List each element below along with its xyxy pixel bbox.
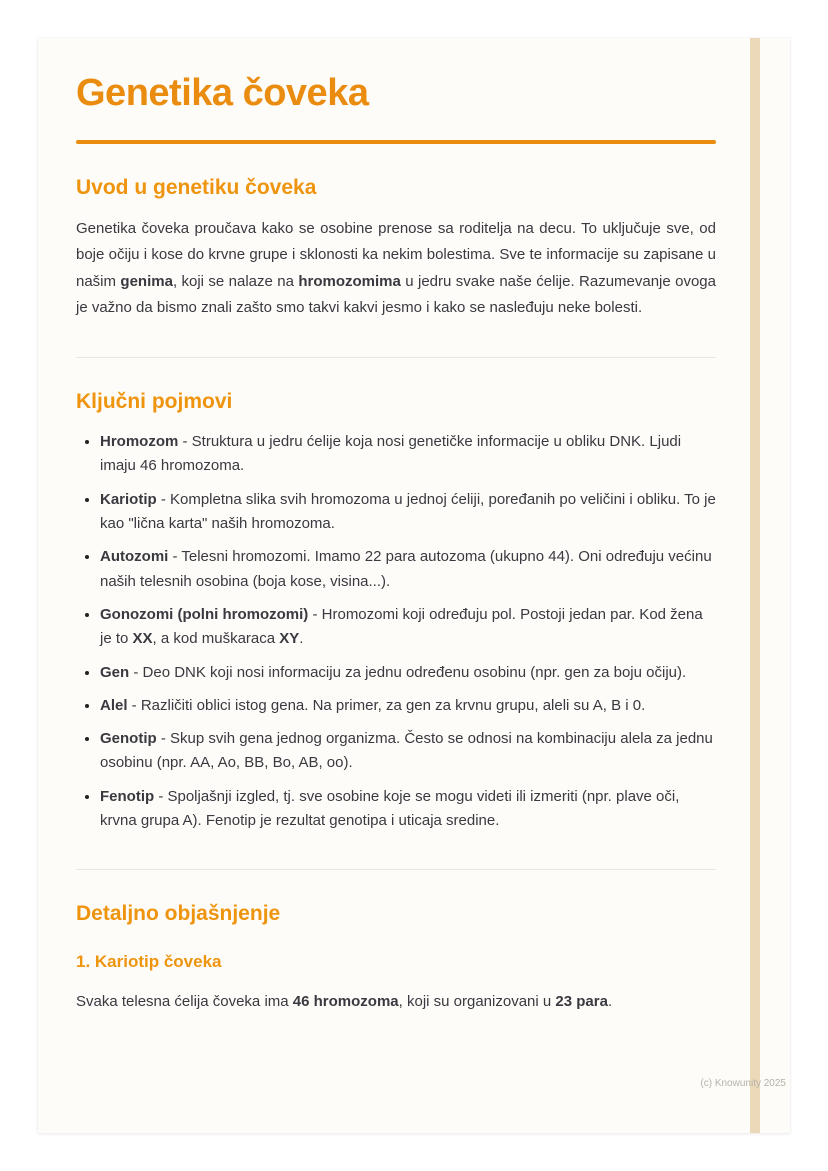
term-label: Autozomi [100,548,169,566]
term-label: Fenotip [100,787,155,805]
text-run: , koji se nalaze na [172,272,299,290]
text-run: . [299,630,304,648]
text-run: - Hromozomi koji određuju pol. Postoji jedan par. Kod žena je to [100,605,703,648]
text-run: - Kompletna slika svih hromozoma u jednoj ćeliji, poređanih po veličini i obliku. To je kao "lična karta" naših hromozoma. [100,490,716,533]
text-run: XX [132,630,153,648]
term-definition [100,548,712,589]
text-run: genima [120,272,173,290]
text-run: - Deo DNK koji nosi informaciju za jednu određenu osobinu (npr. gen za boju očiju). [129,663,687,681]
term-definition [100,433,681,474]
term-definition [128,697,646,714]
list-item [100,430,716,479]
text-run: . [607,992,613,1010]
list-item [100,603,716,652]
subsection-heading-kariotip: 1. Kariotip čoveka [76,952,222,972]
text-run: hromozomima [298,272,401,290]
text-run: , a kod muškaraca [152,630,280,648]
term-label: Hromozom [100,433,179,451]
section-intro [76,176,716,321]
term-definition [100,730,713,771]
page-title: Genetika čoveka [76,72,369,114]
kariotip-paragraph [76,989,716,1015]
text-run: - Telesni hromozomi. Imamo 22 para autozoma (ukupno 44). Oni određuju većinu naših telesnih osobina (boja kose, visina...). [100,548,712,590]
title-rule [76,140,716,144]
term-label: Genotip [100,730,157,748]
section-heading-details: Detaljno objašnjenje [76,902,281,926]
list-item [100,545,716,594]
text-run: - Spoljašnji izgled, tj. sve osobine koje se mogu videti ili izmeriti (npr. plave oči, krvna grupa A). Fenotip je rezultat genotipa i uticaja sredine. [100,787,680,830]
text-run: - Skup svih gena jednog organizma. Često se odnosi na kombinaciju alela za jednu osobinu (npr. AA, Ao, BB, Bo, AB, oo). [100,730,713,772]
term-label: Kariotip [100,490,157,508]
section-heading-key-terms: Ključni pojmovi [76,390,233,414]
text-run: - Različiti oblici istog gena. Na primer, za gen za krvnu grupu, aleli su A, B i 0. [127,696,646,714]
text-run: 23 para [555,992,608,1010]
text-run: u jedru svake naše ćelije. Razumevanje ovoga je važno da bismo znali zašto smo takvi kakvi jesmo i kako se nasleđuju neke bolesti. [76,272,716,316]
text-run: 46 hromozoma [292,992,399,1010]
list-item [100,661,716,685]
term-definition [100,788,679,829]
content [38,38,790,1015]
text-run: XY [279,630,300,648]
intro-paragraph [76,216,716,321]
term-label: Gonozomi (polni hromozomi) [100,605,309,623]
term-definition [100,491,716,532]
term-label: Alel [100,696,128,714]
text-run: Svaka telesna ćelija čoveka ima [76,992,293,1010]
key-terms-list [76,430,716,833]
section-key-terms [76,390,716,833]
text-run: - Struktura u jedru ćelije koja nosi genetičke informacije u obliku DNK. Ljudi imaju 46 hromozoma. [100,433,682,475]
section-heading-intro: Uvod u genetiku čoveka [76,175,317,199]
section-details [76,902,716,1015]
list-item [100,785,716,834]
section-divider [76,869,716,870]
copyright-note: (c) Knowunity 2025 [700,1078,786,1089]
list-item [100,694,716,718]
term-label: Gen [100,663,130,681]
term-definition [129,664,686,681]
list-item [100,488,716,537]
text-run: , koji su organizovani u [398,992,556,1010]
page [38,38,790,1133]
section-divider [76,357,716,358]
list-item [100,727,716,776]
text-run: Genetika čoveka proučava kako se osobine prenose sa roditelja na decu. To uključuje sve, od boje očiju i kose do krvne grupe i sklonosti ka nekim bolestima. Sve te informacije su zapisane u našim [76,220,716,290]
